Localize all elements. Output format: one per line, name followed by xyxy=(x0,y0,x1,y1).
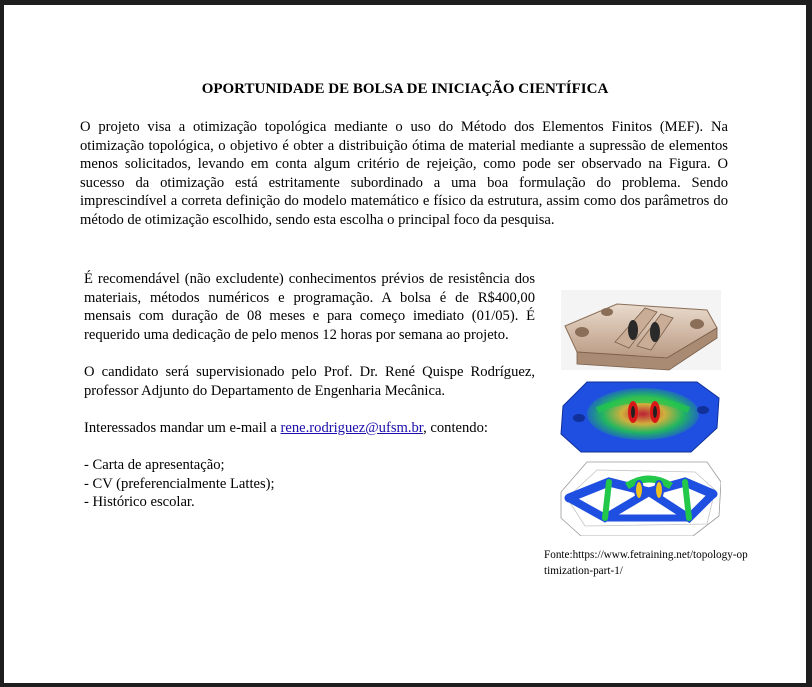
contact-suffix: , contendo: xyxy=(423,419,488,436)
topology-figure xyxy=(557,286,721,536)
original-part-image xyxy=(561,290,721,370)
stress-field-image xyxy=(561,382,719,452)
contact-paragraph xyxy=(84,419,535,438)
list-item: - CV (preferencialmente Lattes); xyxy=(84,475,275,492)
figure-source: Fonte:https://www.fetraining.net/topology-optimization-part-1/ xyxy=(544,549,748,577)
document-page xyxy=(4,5,806,683)
requirements-paragraph: É recomendável (não excludente) conhecimentos prévios de resistência dos materiais, métodos numéricos e programação. A bolsa é de R$400,00 mensais com duração de 08 meses e para começo imediato (01/05). É requerido uma dedicação de pelo menos 12 horas por semana ao projeto. xyxy=(84,271,535,343)
email-link[interactable]: rene.rodriguez@ufsm.br xyxy=(280,419,424,436)
page-title: OPORTUNIDADE DE BOLSA DE INICIAÇÃO CIENTÍFICA xyxy=(201,81,609,97)
details-column xyxy=(84,270,535,512)
contact-prefix: Interessados mandar um e-mail a xyxy=(84,419,281,436)
requirements-list xyxy=(84,456,535,512)
list-item: - Carta de apresentação; xyxy=(84,456,225,473)
intro-paragraph: O projeto visa a otimização topológica mediante o uso do Método dos Elementos Finitos (MEF). Na otimização topológica, o objetivo é obter a distribuição ótima de material mediante a supressão de elementos menos solicitados, levando em conta algum critério de rejeição, como pode ser observado na Figura. O sucesso da otimização está estritamente subordinado a uma boa formulação do problema. Sendo imprescindível a correta definição do modelo matemático e físico da estrutura, assim como dos parâmetros do método de otimização escolhido, sendo esta escolha o principal foco da pesquisa. xyxy=(80,119,728,228)
list-item: - Histórico escolar. xyxy=(84,494,195,511)
optimized-topology-image xyxy=(561,462,721,536)
supervisor-paragraph: O candidato será supervisionado pelo Prof. Dr. René Quispe Rodríguez, professor Adjunto do Departamento de Engenharia Mecânica. xyxy=(84,363,535,399)
topology-figure-svg xyxy=(557,286,721,536)
